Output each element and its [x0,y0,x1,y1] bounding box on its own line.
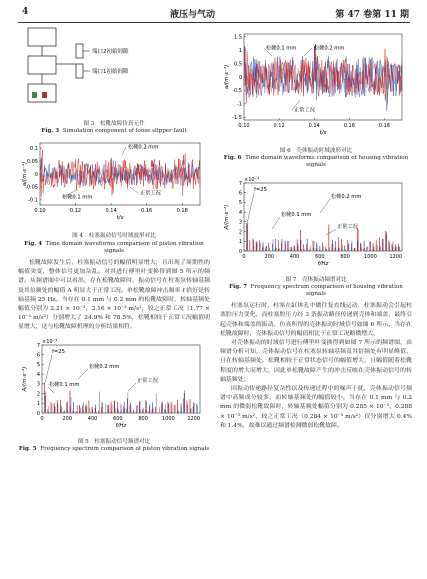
fig7-series-label: 正常工况 [337,223,358,230]
fig4-ytick-label: -0.05 [25,185,38,192]
fig3-label-port2: 端口2初始间隙 [92,49,129,55]
fig7-multiplier: ×10⁻⁴ [244,176,260,183]
fig5-caption [18,439,210,453]
fig4-ytick-label: 0.1 [30,146,38,153]
fig5-caption-en: Frequency spectrum comparison of piston vibration signals [40,445,210,452]
fig6-xtick-label: 0.16 [343,123,355,129]
fig3-caption-cn: 图 3 松靴故障仿真元件 [83,121,145,127]
fig4-caption [18,233,210,255]
fig6-ytick-label: 0.5 [234,61,242,68]
fig7-caption-cn: 图 7 壳体振动频谱对比 [285,276,347,283]
fig7-xtick-label: 800 [340,253,350,260]
fig7-ytick-label: 7 [238,180,242,187]
fig5-ytick-label: 2 [36,391,40,398]
fig3-block-top [28,28,56,46]
fig7-xtick-label: 1200 [389,253,403,260]
fig7-ytick-label: 0 [238,248,242,255]
fig5-series-label: 松靴0.2 mm [89,363,120,370]
fig4-series-label: 正常工况 [140,190,161,197]
fig4-xtick-label: 0.16 [141,208,153,215]
fig5-ytick-label: 0 [36,410,40,417]
fig4-legend-leader [130,187,138,193]
fig7-ytick-label: 4 [238,209,242,216]
fig7-legend-leader [326,229,336,235]
fig6-caption-en: Time domain waveforms comparison of housing vibration signals [245,155,409,169]
fig3-caption-en: Simulation component of loose slipper fault [62,128,187,135]
page-header [0,7,427,21]
fig3-label-port1: 端口1初始间隙 [92,69,129,75]
fig7-xlabel: f/Hz [317,260,329,267]
fig5-xtick-label: 0 [40,415,44,422]
fig7-ylabel: A/(m·s⁻²) [224,204,230,230]
fig4-caption-en: Time domain waveforms comparison of piston vibration signals [45,240,204,254]
fig7-caption [220,277,412,299]
fig4-ytick-label: 0.05 [26,159,38,166]
fig5-series-label: 松靴0.1 mm [49,381,80,388]
right-paragraph-2: 对壳体振动的时域信号进行傅里叶变换得到如图 7 所示的频谱图，由频谱分析可知，壳体振动信号在柱塞泵转轴基频及其倍频处有明显峰值，且在转轴基频处，松靴相较于正常状态信号的幅值增大，且幅值随着松靴程度的增大而增大，因此单松靴故障产生的冲击反映在壳体振动信号的转轴基频处。 [220,340,412,383]
fig6-xtick-label: 0.12 [273,123,285,129]
fig6-xtick-label: 0.18 [378,123,391,129]
fig6-ytick-label: 1 [238,47,242,54]
fig4-series-label: 松靴0.2 mm [128,144,159,151]
fig5-legend-leader [78,369,88,379]
fig6-ylabel: a/(m·s⁻²) [224,64,230,90]
fig7-ytick-label: 5 [238,199,242,206]
fig6-xtick-label: 0.10 [238,123,250,129]
left-column [18,26,210,453]
fig6-chart [220,26,412,144]
fig5-xtick-label: 200 [62,415,73,422]
right-paragraph-1: 柱塞泵运行时，柱塞在缸体孔中做往复直线运动，柱塞振动会引起柱塞腔压力变化，而柱塞腔压力经 3 条振动路径传递到壳体和端盖，最终引起壳体和端盖的振动。仿真所得的壳体振动时域信号如图 6 所示，当存在松靴故障时，壳体振动信号的幅值相比于正常工况略微增大。 [220,303,412,337]
fig7-xtick-label: 600 [315,253,325,260]
fig4-series-label: 松靴0.1 mm [62,194,93,201]
fig4-xtick-label: 0.10 [34,208,46,215]
fig4-ytick-label: 0 [34,172,38,179]
fig7-xtick-label: 200 [264,253,275,260]
fig3-block-mid [28,56,56,74]
fig7-caption-label: Fig. 7 [229,283,247,290]
fig4-chart [18,137,210,229]
fig7-annotation-arrow [247,192,254,222]
fig3-diagram [18,26,210,116]
fig5-annotation-arrow [45,354,52,382]
fig4-xlabel: t/s [116,215,124,222]
fig5-ytick-label: 7 [36,342,40,349]
fig7-legend-leader [320,199,330,213]
fig5-ytick-label: 5 [36,361,40,368]
fig7-chart [220,173,412,273]
header-rule [18,22,410,23]
fig4-xtick-label: 0.18 [176,208,188,215]
fig5-ytick-label: 6 [36,352,40,359]
volume-issue: 第 47 卷第 11 期 [335,10,409,20]
fig7-annotation: f=25 [254,186,267,193]
fig4-xtick-label: 0.12 [69,208,82,215]
fig5-legend-leader [128,383,136,391]
fig5-series-label: 正常工况 [137,377,158,384]
fig3-caption [18,121,210,135]
fig5-xtick-label: 400 [87,415,98,422]
fig7-caption-en: Frequency spectrum comparison of housing vibration signals [250,283,403,298]
fig5-chart [18,335,210,435]
fig5-xtick-label: 600 [113,415,123,422]
fig6-ytick-label: -1.5 [232,115,242,122]
fig6-xlabel: t/s [319,130,327,136]
fig4-caption-label: Fig. 4 [24,240,43,247]
fig5-ytick-label: 4 [36,371,40,378]
fig4-xtick-label: 0.14 [105,208,117,215]
fig6-series-label: 松靴0.2 mm [314,45,345,52]
journal-name: 液压与气动 [170,10,216,20]
fig7-xtick-label: 1000 [364,253,377,260]
fig5-xlabel: f/Hz [115,422,127,429]
fig5-xtick-label: 1000 [162,415,175,422]
fig7-xtick-label: 0 [242,253,246,260]
fig7-xtick-label: 400 [289,253,300,260]
fig3-port2-box [76,44,83,58]
fig7-series-label: 松靴0.1 mm [281,211,312,218]
fig4-ylabel: a/(m·s⁻²) [22,162,28,187]
fig5-ytick-label: 1 [36,400,40,407]
fig5-ytick-label: 3 [36,381,40,388]
fig7-ytick-label: 3 [238,219,242,226]
fig6-ytick-label: -1 [237,101,242,108]
fig6-caption [220,148,412,170]
fig3-component-b [42,92,47,98]
fig5-caption-label: Fig. 5 [18,445,37,452]
fig7-plot-frame [244,183,402,251]
fig5-multiplier: ×10⁻³ [42,338,58,345]
fig4-caption-cn: 图 4 柱塞振动信号时域波形对比 [72,233,156,240]
fig5-xtick-label: 1200 [187,415,201,422]
right-column [220,26,412,431]
fig6-caption-label: Fig. 6 [223,155,242,162]
fig7-series-label: 松靴0.2 mm [331,193,362,200]
fig7-ytick-label: 6 [238,190,242,197]
fig3-caption-label: Fig. 3 [41,128,60,135]
fig5-annotation: f=25 [52,348,65,355]
page-number: 4 [22,7,29,17]
fig6-xtick-label: 0.14 [308,123,320,129]
fig6-caption-cn: 图 6 壳体振动时域波形对比 [279,148,353,154]
fig7-legend-leader [272,217,280,229]
fig6-ytick-label: 1.5 [234,34,242,41]
fig6-series-label: 正常工况 [294,107,315,114]
fig7-ytick-label: 2 [238,228,242,235]
right-paragraph-3: 因振动传递路径复杂性以及传递过程中的噪声干扰，壳体振动信号频谱中高频成分较多，而转轴基频处的幅值较小。当存在 0.1 mm 与 0.2 mm 的微弱松靴故障时，转轴基频处幅值分别为 0.285 × 10⁻³、0.288 × 10⁻³ m/s²，较之正常工况（0.284 × 10⁻³ m/s²）仅分别增大 0.4% 和 1.4%，故难以通过频谱检测微弱松靴故障。 [220,386,412,429]
fig6-series-label: 松靴0.1 mm [266,45,297,52]
fig4-ytick-label: -0.1 [28,198,38,205]
fig5-plot-frame [42,345,200,413]
left-paragraph: 松靴故障发生后，柱塞振动信号的幅值明显增大，且出现了周期性的幅值突变，整体信号更加杂乱。对其进行傅里叶变换得到图 5 所示的频谱。从频谱图中可以看出，存在松靴故障时，振动信号在柱塞泵转轴基频及其倍频处的幅值 A 明显大于正常工况。单松靴故障冲击频率 f 恰好是转轴基频 25 Hz。当存在 0.1 mm 与 0.2 mm 的松靴故障时，转轴基频处幅值分别为 2.21 × 10⁻³、3.16 × 10⁻³ m/s²，较之正常工况（1.77 × 10⁻³ m/s²）分别增大了 24.9% 和 78.5%，松靴相较于正常工况幅值明显增大，这与松靴故障机理的分析结果相符。 [18,260,210,331]
fig5-ylabel: A/(m·s⁻²) [22,366,28,392]
fig5-caption-cn: 图 5 柱塞振动信号频谱对比 [77,438,151,445]
fig7-ytick-label: 1 [238,238,242,245]
fig6-legend-leader [304,48,312,56]
fig5-xtick-label: 800 [138,415,148,422]
fig6-ytick-label: -0.5 [232,88,242,95]
fig6-ytick-label: 0 [238,74,242,81]
fig3-port1-box [76,64,83,78]
fig4-legend-leader [122,147,126,155]
fig3-component-a [32,92,37,98]
